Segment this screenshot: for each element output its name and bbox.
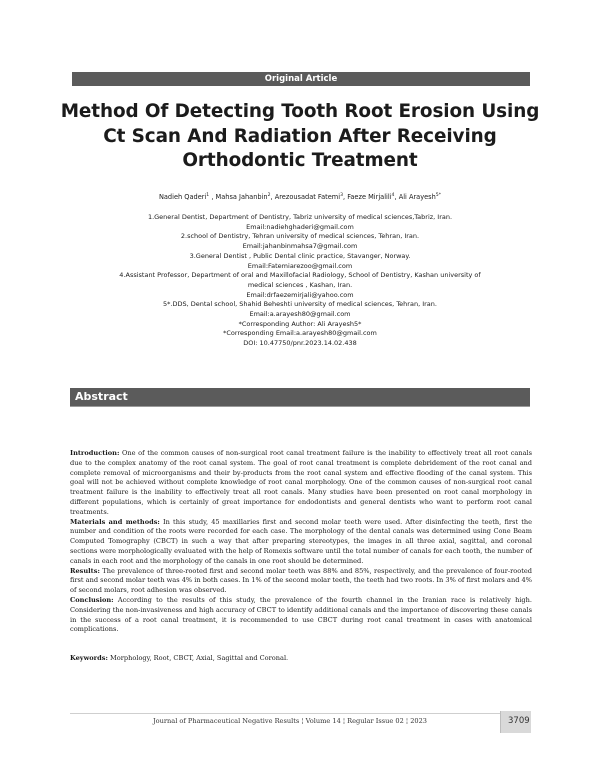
page-number: 3709 [508,716,530,726]
affiliation-line: 3.General Dentist , Public Dental clinic practice, Stavanger, Norway. [189,251,411,260]
doi: DOI: 10.47750/pnr.2023.14.02.438 [243,339,357,348]
author-affiliation-mark: 3 [340,192,343,198]
affiliation-email: Email:jahanbinmahsa7@gmail.com [242,242,358,251]
abstract-label: Conclusion: [70,595,114,604]
corresponding-author: *Corresponding Author: Ali Arayesh5* [238,319,362,328]
abstract-conclusion [70,596,532,635]
affiliation-line: 5*.DDS, Dental school, Shahid Beheshti university of medical sciences, Tehran, Iran. [163,300,437,309]
abstract-label: Introduction: [70,449,120,457]
article-type-banner: Original Article [72,72,530,86]
abstract-introduction [70,449,532,518]
affiliation-email: Email:Fatemiarezoo@gmail.com [247,261,353,270]
author-affiliation-mark: 1 [206,192,210,198]
author-affiliation-mark: 5* [435,192,442,198]
keywords [70,654,530,664]
affiliation-email: Email:a.arayesh80@gmail.com [249,310,351,319]
author-name: Ali Arayesh [398,193,436,201]
affiliation-block [110,213,490,349]
affiliation-email: Email:nadiehghaderi@gmail.com [246,222,354,231]
abstract-text: One of the common causes of non-surgical root canal treatment failure is the inability to effectively treat all root canals due to the complex anatomy of the root canal system. The goal of root canal treatment is complete debridement of the root canal and complete removal of microorganisms and their by-products from the root canal system and effective flooding of the canal system. This goal will not be achieved without complete knowledge of root canal morphology. One of the common causes of non-surgical root canal treatment failure is the inability to effectively treat all root canals. Many studies have been presented on root canal morphology in different populations, which is certainly of great importance for endodontists and general dentists who want to perform root canal treatments. [70,449,532,516]
abstract-label: Results: [70,566,100,575]
abstract-text: The prevalence of three-rooted first and second molar teeth was 88% and 85%, respectively, and the prevalence of four-rooted first and second molar teeth was 4% in both cases. In 1% of the second molar teeth, the teeth had two roots. In 3% of first molars and 4% of second molars, root adhesion was observed. [70,566,532,595]
author-name: Faeze Mirjalili [347,193,392,201]
keywords-text: Morphology, Root, CBCT, Axial, Sagittal and Coronal. [110,654,289,662]
author-name: Arezousadat Fatemi [274,193,341,201]
author-list: Nadieh Qaderi$^1$ , Mahsa Jahanbin$^2$, Arezousadat Fatemi$^3$, Faeze Mirjalili$^4$, Ali Arayesh$^{5*}$ [158,192,442,201]
affiliation-line: 2.school of Dentistry, Tehran university of medical sciences, Tehran, Iran. [180,232,420,241]
abstract-results [70,567,532,596]
corresponding-email: *Corresponding Email:a.arayesh80@gmail.com [223,329,377,338]
affiliation-line: 4.Assistant Professor, Department of oral and Maxillofacial Radiology, School of Dentistry, Kashan university of medical sciences , Kashan, Iran. [119,271,481,289]
author-name: Mahsa Jahanbin [215,193,268,201]
abstract-text: In this study, 45 maxillaries first and second molar teeth were used. After disinfecting the teeth, first the number and condition of the roots were recorded for each case. The morphology of the dental canals was determined using Cone Beam Computed Tomography (CBCT) in such a way that after preparing stereotypes, the images in all three axial, sagittal, and coronal sections were morphologically evaluated with the help of Romexis software until the total number of canals for each tooth, the number of canals in each root and the morphology of the canals in one root should be determined. [70,517,532,565]
abstract-body [70,449,532,635]
paper-title: Method Of Detecting Tooth Root Erosion Using Ct Scan And Radiation After Receiving Orthodontic Treatment [60,101,540,172]
page-number-tab [500,711,531,733]
author-name: Nadieh Qaderi [158,193,207,201]
author-affiliation-mark: 2 [267,192,271,198]
journal-footer: Journal of Pharmaceutical Negative Results ¦ Volume 14 ¦ Regular Issue 02 ¦ 2023 [153,717,427,725]
abstract-text: According to the results of this study, the prevalence of the fourth channel in the Iranian race is relatively high. Considering the non-invasiveness and high accuracy of CBCT to identify additional canals and the importance of discovering these canals in the success of a root canal treatment, it is recommended to use CBCT during root canal treatment in cases with anatomical complications. [70,595,532,634]
affiliation-email: Email:drfaezemirjali@yahoo.com [246,290,354,299]
footer-divider [70,713,500,714]
abstract-methods [70,518,532,567]
author-affiliation-mark: 4 [391,192,395,198]
abstract-heading: Abstract [75,390,128,403]
keywords-label: Keywords: [70,654,108,662]
abstract-heading-bar [70,388,530,407]
abstract-label: Materials and methods: [70,517,160,526]
affiliation-line: 1.General Dentist, Department of Dentistry, Tabriz university of medical sciences,Tabriz, Iran. [147,213,453,221]
